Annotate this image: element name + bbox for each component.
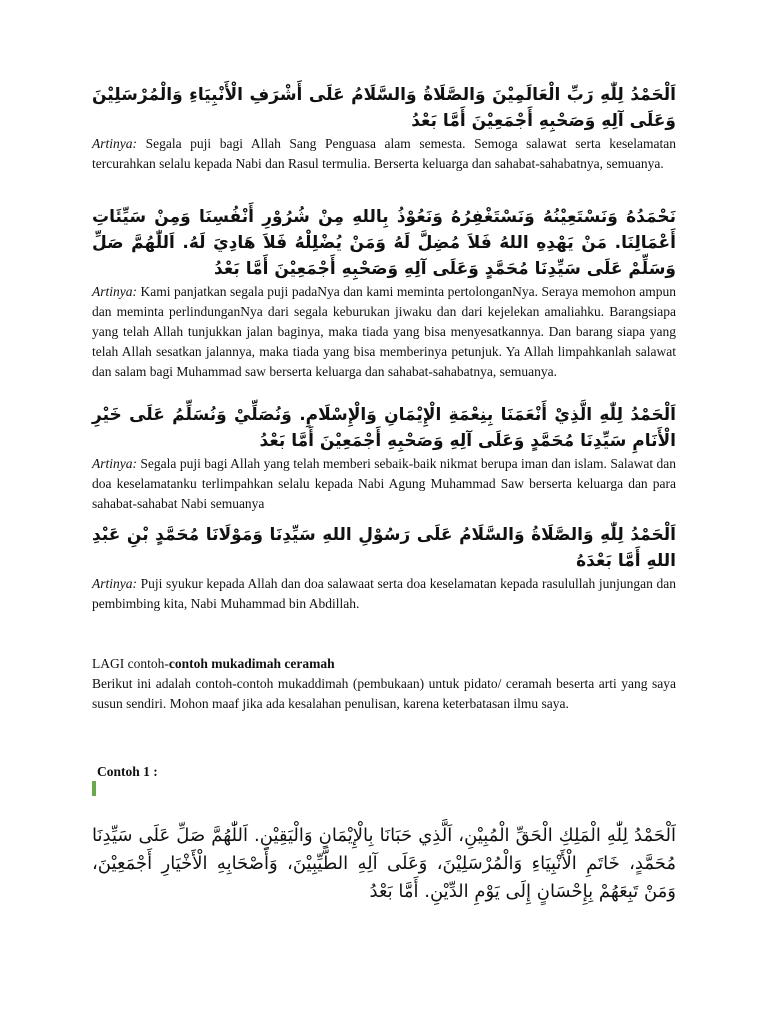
translation-2: [92, 282, 676, 382]
opening-block-2: [92, 204, 676, 382]
translation-1: [92, 134, 676, 174]
translation-3: [92, 454, 676, 514]
translation-text: Segala puji bagi Allah Sang Penguasa alam semesta. Semoga salawat serta keselamatan tercurahkan selalu kepada Nabi dan Rasul termulia. Berserta keluarga dan sahabat-sahabatnya, semuanya.: [92, 136, 676, 171]
artinya-label: Artinya:: [92, 284, 137, 299]
section-intro-text: Berikut ini adalah contoh-contoh mukaddimah (pembukaan) untuk pidato/ ceramah beserta arti yang saya susun sendiri. Mohon maaf jika ada kesalahan penulisan, karena keterbatasan ilmu saya.: [92, 676, 676, 711]
section-title: [92, 654, 676, 674]
arabic-text-2: نَحْمَدُهُ وَنَسْتَعِيْنُهُ وَنَسْتَغْفِرُهُ وَنَعُوْذُ بِاللهِ مِنْ شُرُوْرِ أَنْفُسِنَا وَمِنْ سَيِّئَاتِ أَعْمَالِنَا. مَنْ يَهْدِهِ اللهُ فَلاَ مُضِلَّ لَهُ وَمَنْ يُضْلِلْهُ فَلاَ هَادِيَ لَهُ. اَللّٰهُمَّ صَلِّ وَسَلِّمْ عَلَى سَيِّدِنَا مُحَمَّدٍ وَعَلَى آلِهِ وَصَحْبِهِ أَجْمَعِيْنَ أَمَّا بَعْدُ: [92, 207, 676, 279]
artinya-label: Artinya:: [92, 576, 137, 591]
translation-text: Puji syukur kepada Allah dan doa salawaat serta doa keselamatan kepada rasulullah junjungan dan pembimbing kita, Nabi Muhammad bin Abdillah.: [92, 576, 676, 611]
opening-block-1: [92, 82, 676, 174]
arabic-text-4: اَلْحَمْدُ لِلّٰهِ وَالصَّلَاةُ وَالسَّلَامُ عَلَى رَسُوْلِ اللهِ سَيِّدِنَا وَمَوْلَانَا مُحَمَّدٍ بْنِ عَبْدِ اللهِ أَمَّا بَعْدَهُ: [92, 525, 676, 571]
section-title-prefix: LAGI contoh-: [92, 656, 169, 671]
contoh-arabic-text: اَلْحَمْدُ لِلّٰهِ الْمَلِكِ الْحَقِّ الْمُبِيْنِ، اَلَّذِي حَبَانَا بِالْإِيْمَانِ وَالْيَقِيْنِ. اَللّٰهُمَّ صَلِّ عَلَى سَيِّدِنَا مُحَمَّدٍ، خَاتَمِ الْأَنْبِيَاءِ وَالْمُرْسَلِيْنَ، وَعَلَى آلِهِ الطَّيِّبِيْنَ، وَأَصْحَابِهِ الْأَخْيَارِ أَجْمَعِيْنَ، وَمَنْ تَبِعَهُمْ بِإِحْسَانٍ إِلَى يَوْمِ الدِّيْنِ. أَمَّا بَعْدُ: [92, 825, 676, 902]
section-intro: [92, 654, 676, 714]
arabic-text-1: اَلْحَمْدُ لِلّٰهِ رَبِّ الْعَالَمِيْنَ وَالصَّلَاةُ وَالسَّلَامُ عَلَى أَشْرَفِ الْأَنْبِيَاءِ وَالْمُرْسَلِيْنَ وَعَلَى آلِهِ وَصَحْبِهِ أَجْمَعِيْنَ أَمَّا بَعْدُ: [92, 85, 676, 131]
accent-bar: [92, 781, 96, 796]
section-title-bold: contoh mukadimah ceramah: [168, 656, 335, 671]
translation-text: Kami panjatkan segala puji padaNya dan kami meminta pertolonganNya. Seraya memohon ampun dan meminta perlindunganNya dari segala keburukan jiwaku dan dari kejelekan amaliahku. Barangsiapa yang telah Allah tunjukkan jalan baginya, maka tiada yang bisa menyesatkannya. Dan barang siapa yang telah Allah sesatkan jalannya, maka tiada yang bisa memberinya petunjuk. Ya Allah limpahkanlah salawat dan salam bagi Muhammad saw berserta keluarga dan sahabat-sahabatnya, semuanya.: [92, 284, 676, 379]
opening-block-3: [92, 402, 676, 514]
contoh-arabic-block: [92, 822, 676, 906]
contoh-heading: [97, 764, 397, 780]
translation-4: [92, 574, 676, 614]
translation-text: Segala puji bagi Allah yang telah memberi sebaik-baik nikmat berupa iman dan islam. Salawat dan doa keselamatanku terlimpahkan selalu kepada Nabi Agung Muhammad Saw berserta keluarga dan para sahabat-sahabat Nabi semuanya: [92, 456, 676, 511]
opening-block-4: [92, 522, 676, 614]
artinya-label: Artinya:: [92, 136, 137, 151]
artinya-label: Artinya:: [92, 456, 137, 471]
arabic-text-3: اَلْحَمْدُ لِلّٰهِ الَّذِيْ أَنْعَمَنَا بِنِعْمَةِ الْإِيْمَانِ وَالْإِسْلَامِ. وَنُصَلِّيْ وَنُسَلِّمُ عَلَى خَيْرِ الْأَنَامِ سَيِّدِنَا مُحَمَّدٍ وَعَلَى آلِهِ وَصَحْبِهِ أَجْمَعِيْنَ أَمَّا بَعْدُ: [92, 405, 676, 451]
contoh-label: Contoh 1 :: [97, 764, 158, 779]
